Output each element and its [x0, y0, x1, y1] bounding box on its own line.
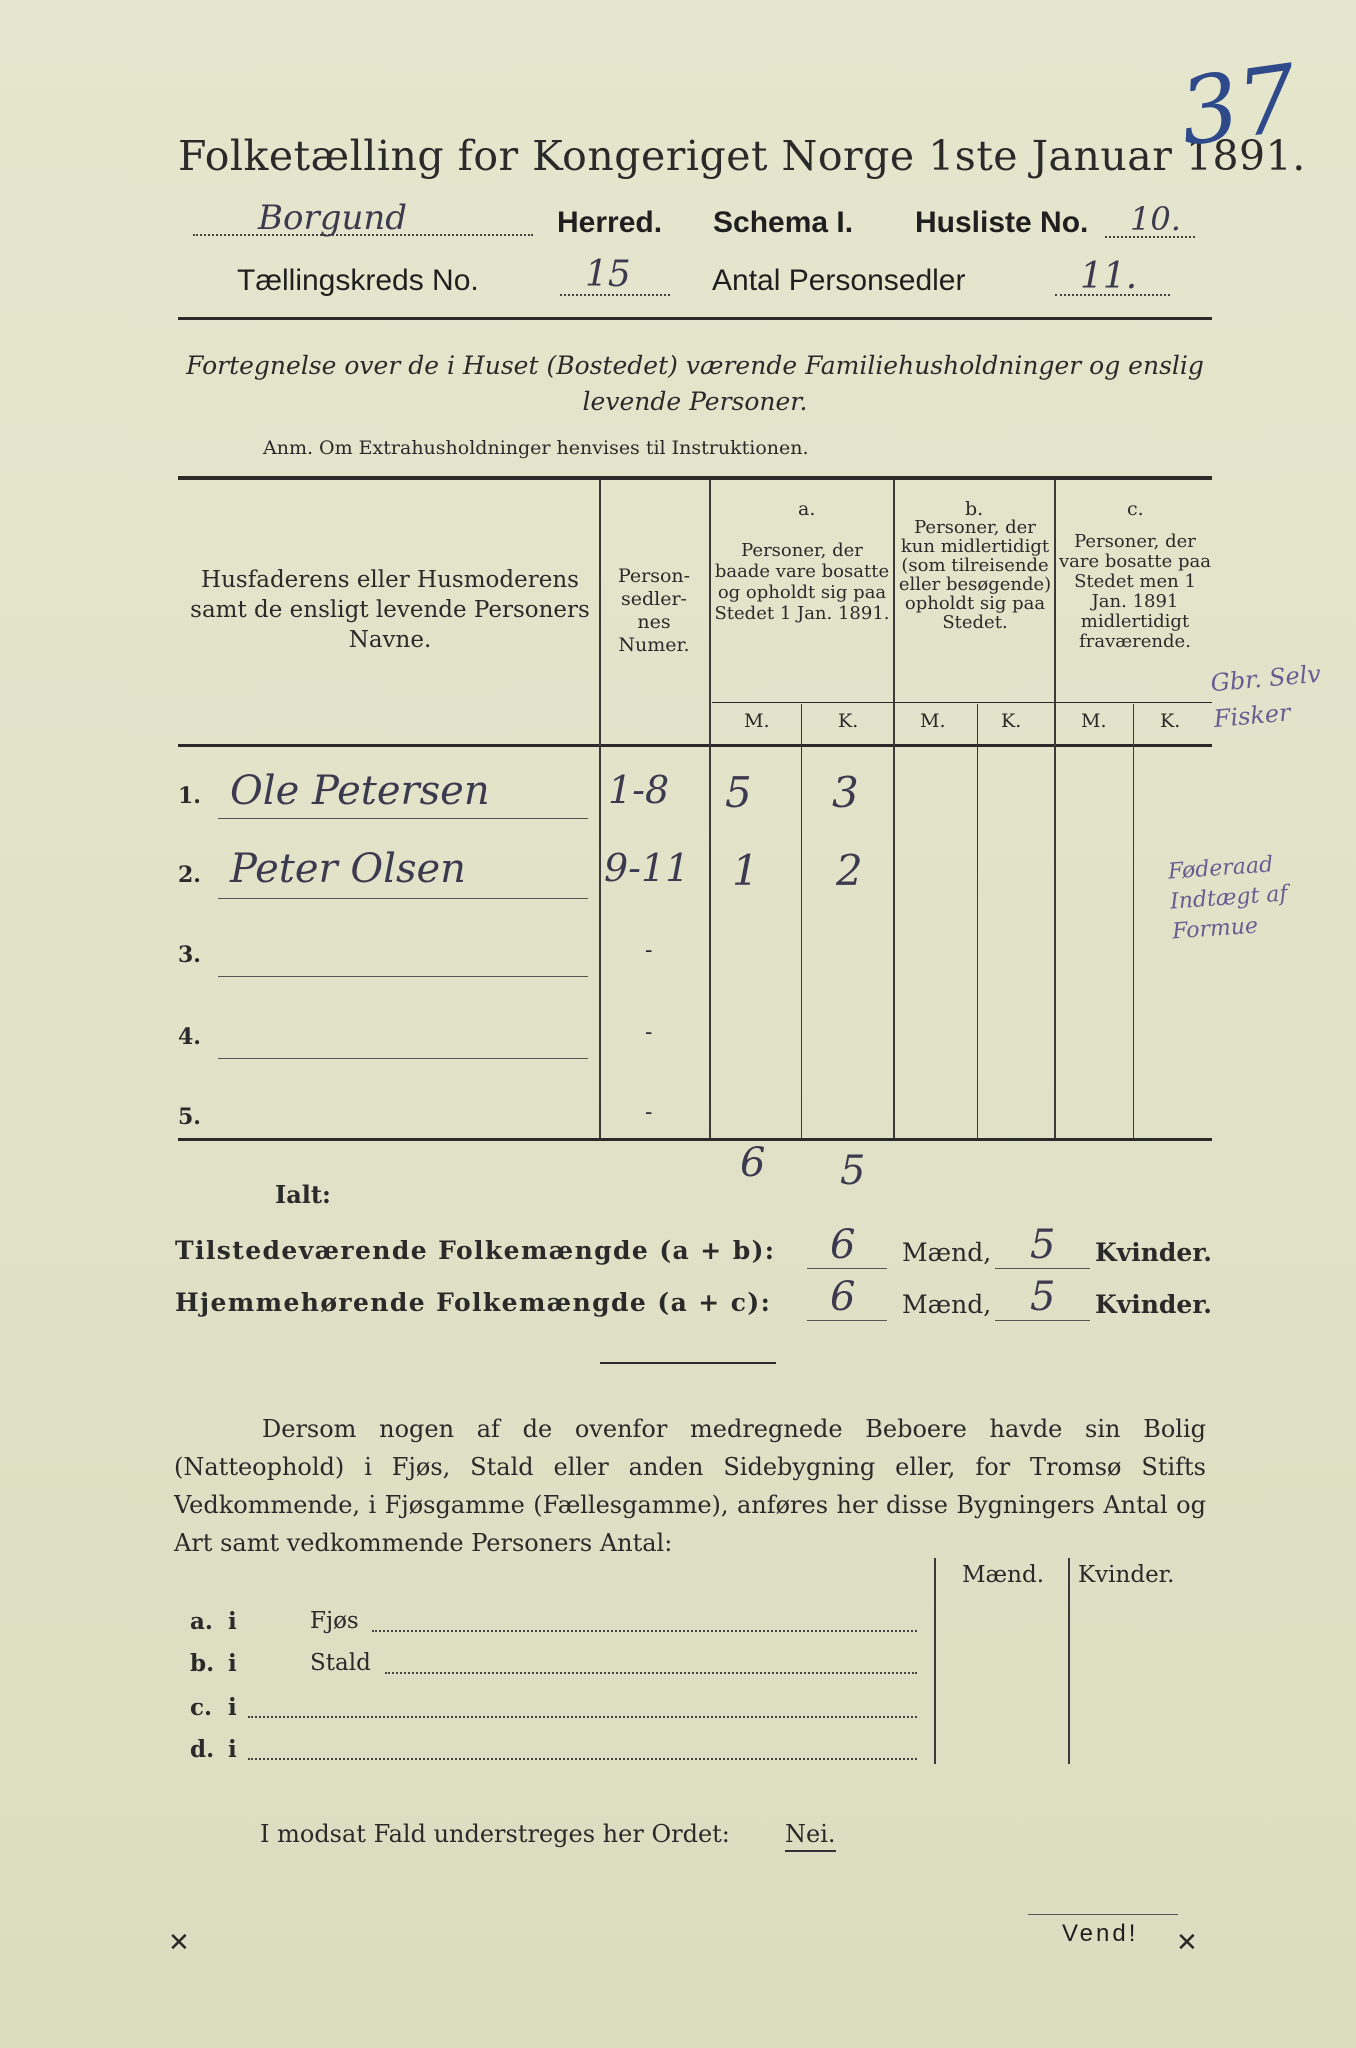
col-divider-2	[709, 480, 711, 1138]
b-m-label: M.	[920, 710, 946, 732]
row-4-name-underline	[218, 1058, 588, 1059]
buildings-kvinder-header: Kvinder.	[1078, 1562, 1175, 1588]
row-1-occupation-note: Gbr. Selv Fisker	[1209, 659, 1322, 734]
husliste-label: Husliste No.	[915, 206, 1089, 239]
header-rule	[178, 317, 1212, 320]
tilstede-label: Tilstedeværende Folkemængde (a + b):	[175, 1236, 776, 1265]
building-a-letter: a.	[190, 1608, 213, 1635]
row-2-number: 2.	[178, 862, 201, 888]
row-1-name-underline	[218, 818, 588, 819]
col-divider-4	[1054, 480, 1056, 1138]
buildings-divider-2	[1068, 1558, 1070, 1764]
col-header-b: Personer, der kun midlertidigt (som tilreisende eller besøgende) opholdt sig paa Stedet.	[898, 517, 1052, 633]
kreds-label: Tællingskreds No.	[237, 264, 479, 297]
corner-mark-right: ✕	[1176, 1928, 1198, 1958]
intro-text: Fortegnelse over de i Huset (Bostedet) værende Familiehusholdninger og enslig levende Personer.	[186, 351, 1204, 416]
page-number: 37	[1173, 44, 1304, 167]
row-2-occupation-note: Føderaad Indtægt af Formue	[1167, 852, 1289, 945]
col-header-numer: Person-sedler-nes Numer.	[617, 565, 691, 656]
building-a-i: i	[228, 1608, 237, 1635]
ialt-label: Ialt:	[275, 1180, 331, 1209]
form-title: Folketælling for Kongeriget Norge 1ste Januar 1891.	[178, 132, 1306, 180]
col-divider-1	[599, 480, 601, 1138]
husliste-value: 10.	[1130, 200, 1181, 238]
tilstede-m-line	[807, 1268, 887, 1269]
ialt-m: 6	[740, 1140, 766, 1186]
kreds-value: 15	[585, 254, 631, 295]
hjemme-k-line	[995, 1320, 1090, 1321]
col-header-names: Husfaderens eller Husmoderens samt de ensligt levende Personers Navne.	[190, 567, 590, 653]
anm-note: Anm. Om Extrahusholdninger henvises til Instruktionen.	[263, 437, 809, 459]
table-top-rule	[178, 476, 1212, 480]
c-k-label: K.	[1160, 710, 1181, 732]
row-1-name: Ole Petersen	[230, 768, 490, 814]
tilstede-maend: Mænd,	[902, 1238, 992, 1267]
col-header-a: Personer, der baade vare bosatte og opholdt sig paa Stedet 1 Jan. 1891.	[714, 540, 890, 624]
nei-word: Nei.	[785, 1820, 836, 1852]
sidebygning-paragraph: Dersom nogen af de ovenfor medregnede Beboere havde sin Bolig (Natteophold) i Fjøs, Stald eller anden Sidebygning eller, for Tromsø Stifts Vedkommende, i Fjøsgamme (Fællesgamme), anføres her disse Bygningers Antal og Art samt vedkommende Personers Antal:	[174, 1415, 1206, 1557]
buildings-maend-header: Mænd.	[962, 1562, 1045, 1588]
schema-label: Schema I.	[713, 206, 854, 239]
a-m-label: M.	[744, 710, 770, 732]
herred-label: Herred.	[557, 206, 663, 239]
building-d-dots	[248, 1758, 917, 1760]
col-b-letter: b.	[965, 498, 984, 520]
mk-rule	[712, 702, 1212, 703]
row-2-numer: 9-11	[604, 846, 690, 890]
col-a-letter: a.	[798, 498, 816, 520]
modsat-text: I modsat Fald understreges her Ordet:	[260, 1820, 730, 1848]
row-1-numer: 1-8	[608, 768, 670, 812]
building-a-dots	[372, 1630, 917, 1632]
building-c-i: i	[228, 1694, 237, 1721]
col-divider-a-mk	[801, 704, 802, 1138]
col-divider-3	[893, 480, 895, 1138]
hjemme-m-line	[807, 1320, 887, 1321]
hjemme-kvinder: Kvinder.	[1095, 1290, 1212, 1319]
ialt-k: 5	[840, 1148, 866, 1194]
row-3-number: 3.	[178, 942, 201, 968]
a-k-label: K.	[838, 710, 859, 732]
building-c-dots	[248, 1716, 917, 1718]
row-2-a-m: 1	[732, 846, 759, 895]
corner-mark-left: ✕	[168, 1928, 190, 1958]
hjemme-maend: Mænd,	[902, 1290, 992, 1319]
col-divider-b-mk	[977, 704, 978, 1138]
hjemme-label: Hjemmehørende Folkemængde (a + c):	[175, 1288, 772, 1317]
section-divider	[600, 1362, 776, 1364]
col-divider-c-mk	[1133, 704, 1134, 1138]
row-1-number: 1.	[178, 783, 201, 809]
row-3-name-underline	[218, 976, 588, 977]
row-2-a-k: 2	[836, 846, 863, 895]
row-2-name-underline	[218, 898, 588, 899]
hjemme-m: 6	[830, 1274, 856, 1320]
building-b-label: Stald	[310, 1650, 371, 1676]
antal-value: 11.	[1080, 256, 1138, 297]
col-header-c: Personer, der vare bosatte paa Stedet men 1 Jan. 1891 midlertidigt fraværende.	[1058, 531, 1212, 652]
antal-label: Antal Personsedler	[712, 264, 966, 297]
building-a-label: Fjøs	[310, 1608, 359, 1634]
row-1-a-k: 3	[832, 768, 859, 817]
row-3-numer: -	[645, 938, 653, 963]
row-2-name: Peter Olsen	[230, 846, 466, 892]
row-4-numer: -	[645, 1020, 653, 1045]
hjemme-k: 5	[1030, 1274, 1056, 1320]
buildings-divider-1	[934, 1558, 936, 1764]
table-bottom-rule	[178, 1138, 1212, 1141]
table-header-rule	[178, 744, 1212, 747]
row-5-number: 5.	[178, 1104, 201, 1130]
row-4-number: 4.	[178, 1024, 201, 1050]
building-d-i: i	[228, 1736, 237, 1763]
herred-value: Borgund	[258, 198, 408, 238]
tilstede-m: 6	[830, 1222, 856, 1268]
b-k-label: K.	[1001, 710, 1022, 732]
tilstede-k: 5	[1030, 1222, 1056, 1268]
vend-rule	[1028, 1914, 1178, 1915]
col-c-letter: c.	[1127, 498, 1144, 520]
building-b-letter: b.	[190, 1650, 215, 1677]
building-b-i: i	[228, 1650, 237, 1677]
vend-text: Vend!	[1062, 1920, 1139, 1947]
building-c-letter: c.	[190, 1694, 213, 1721]
building-d-letter: d.	[190, 1736, 215, 1763]
row-5-numer: -	[645, 1100, 653, 1125]
tilstede-k-line	[995, 1268, 1090, 1269]
tilstede-kvinder: Kvinder.	[1095, 1238, 1212, 1267]
c-m-label: M.	[1081, 710, 1107, 732]
row-1-a-m: 5	[725, 768, 752, 817]
building-b-dots	[385, 1672, 917, 1674]
